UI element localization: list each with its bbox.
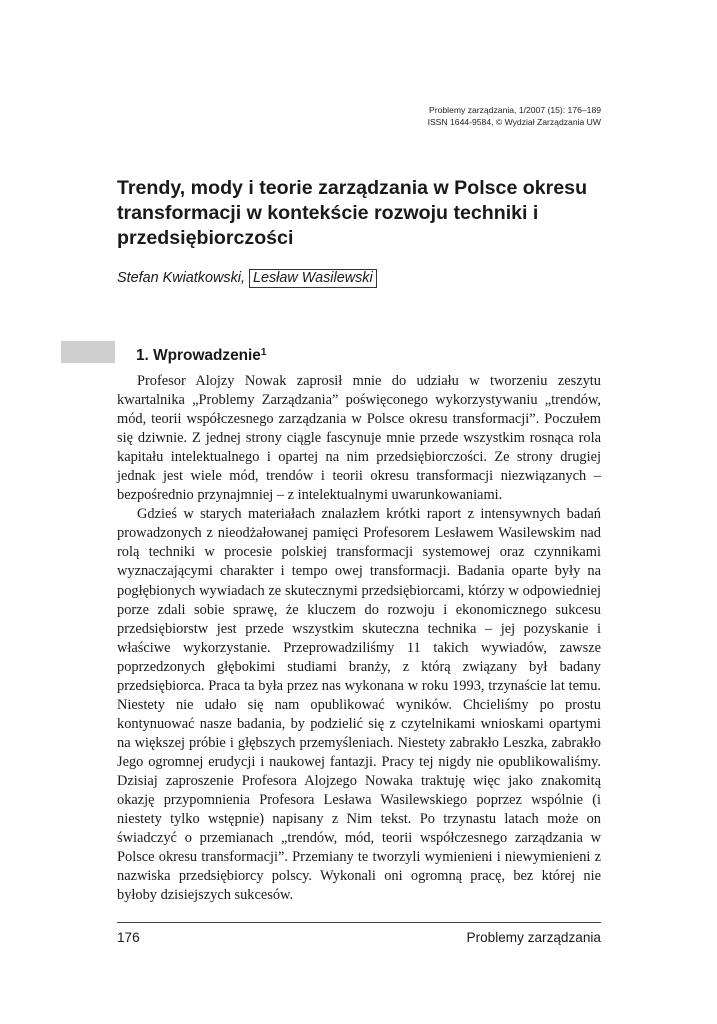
article-title: Trendy, mody i teorie zarządzania w Polsce okresu transformacji w kontekście rozwoju techniki i przedsiębiorczości — [117, 177, 588, 249]
journal-citation: Problemy zarządzania, 1/2007 (15): 176–189 — [429, 105, 601, 115]
article-body — [117, 372, 601, 905]
paragraph-2: Gdzieś w starych materiałach znalazłem krótki raport z intensywnych badań prowadzonych z nieodżałowanej pamięci Profesorem Lesławem Wasilewskim nad rolą techniki w procesie polskiej transformacji systemowej oraz czynnikami wyznaczającymi charakter i tempo owej transformacji. Badania oparte były na pogłębionych wywiadach ze skutecznymi przedsiębiorcami, którzy w odpowiedniej porze zdali sobie sprawę, że kluczem do rozwoju i ekonomicznego sukcesu przedsiębiorstw jest przede wszystkim skuteczna technika – jej pozyskanie i właściwe wykorzystanie. Przeprowadziliśmy 11 takich wywiadów, zawsze poprzedzonych głębokimi studiami branży, z którą związany był badany przedsiębiorca. Praca ta była przez nas wykonana w roku 1993, trzynaście lat temu. Niestety nie udało się nam opublikować wyników. Chcieliśmy po prostu kontynuować nasze badania, by podzielić się z czytelnikami wnioskami opartymi na większej próbie i głębszych przemyśleniach. Niestety zabrakło Leszka, zabrakło Jego ogromnej erudycji i naukowej fantazji. Pracy tej nigdy nie opublikowaliśmy. Dzisiaj zaproszenie Profesora Alojzego Nowaka traktuję więc jako znakomitą okazję przypomnienia Profesora Lesława Wasilewskiego poprzez wspólnie (i niestety tylko wstępnie) napisany z Nim tekst. Po trzynastu latach może on świadczyć o przemianach „trendów, mód, teorii współczesnego zarządzania w Polsce okresu transformacji”. Przemiany te tworzyli wymienieni i niewymienieni z nazwiska przedsiębiorcy polscy. Wykonali oni ogromną pracę, bez której nie byłoby dzisiejszych sukcesów. — [117, 506, 601, 904]
authors — [117, 268, 377, 288]
section-title: Wprowadzenie — [153, 347, 261, 364]
section-number: 1. — [136, 347, 149, 364]
section-heading — [136, 342, 266, 367]
page-number: 176 — [117, 930, 140, 945]
author-first: Stefan Kwiatkowski, — [117, 270, 245, 286]
section-marker — [61, 341, 115, 363]
running-title: Problemy zarządzania — [466, 930, 601, 945]
paragraph-1: Profesor Alojzy Nowak zaprosił mnie do udziału w tworzeniu zeszytu kwartalnika „Problemy Zarządzania” poświęconego wykorzystywaniu „trendów, mód, teorii współczesnego zarządzania w Polsce okresu transformacji”. Poczułem się dziwnie. Z jednej strony ciągle fascynuje mnie przede wszystkim rosnąca rola kapitału intelektualnego i opartej na nim przedsiębiorczości. Ze strony drugiej jednak jest wiele mód, trendów i teorii okresu transformacji niezwiązanych – bezpośrednio przynajmniej – z intelektualnymi uwarunkowaniami. — [117, 373, 601, 504]
journal-info — [428, 104, 601, 128]
footer-divider — [117, 922, 601, 923]
footnote-reference: 1 — [260, 347, 267, 358]
issn-line: ISSN 1644-9584, © Wydział Zarządzania UW — [427, 117, 601, 127]
author-second: Lesław Wasilewski — [249, 269, 377, 288]
